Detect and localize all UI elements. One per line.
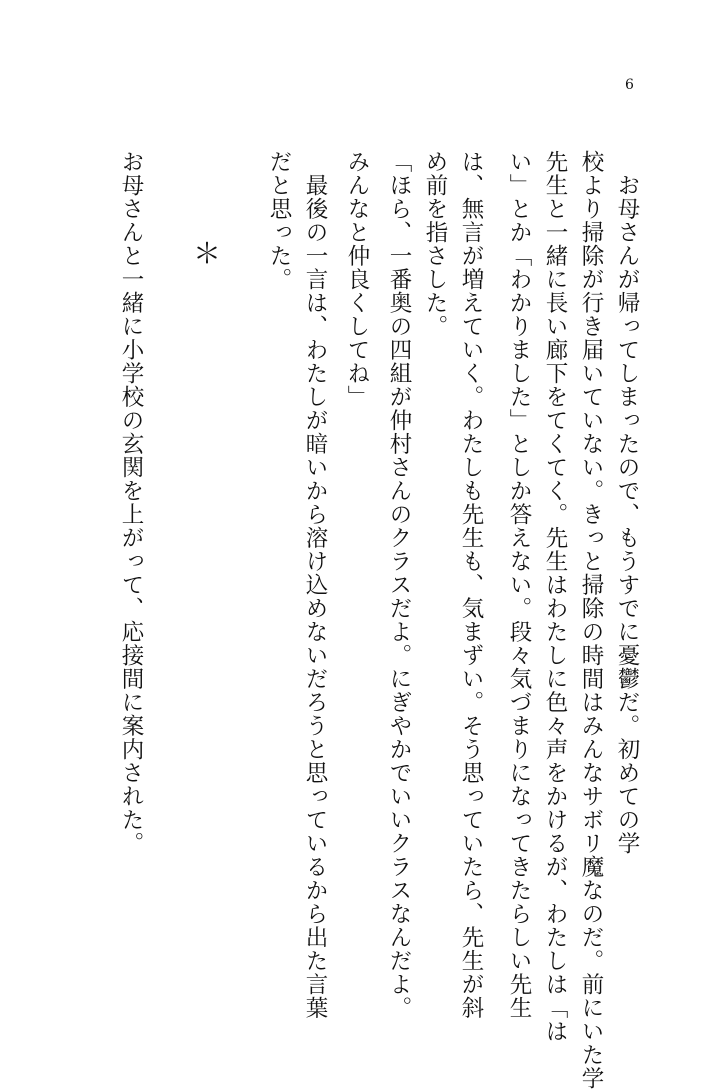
text-column-8: みんなと仲良くしてね」 <box>344 150 370 409</box>
text-column-11: お母さんと一緒に小学校の玄関を上がって、応接間に案内された。 <box>118 150 144 855</box>
text-column-3: 先生と一緒に長い廊下をてくてく。先生はわたしに色々声をかけるが、わたしは「は <box>542 150 568 1043</box>
scene-break-asterisk: ＊ <box>192 237 221 270</box>
text-column-5: は、無言が増えていく。わたしも先生も、気まずい。そう思っていたら、先生が斜 <box>458 150 484 1020</box>
text-column-7: 「ほら、一番奥の四組が仲村さんのクラスだよ。にぎやかでいいクラスなんだよ。 <box>386 150 412 1020</box>
text-column-1: お母さんが帰ってしまったので、もうすでに憂鬱だ。初めての学 <box>614 150 640 855</box>
text-column-6: め前を指さした。 <box>422 150 448 338</box>
text-column-2: 校より掃除が行き届いていない。きっと掃除の時間はみんなサボリ魔なのだ。前にいた学 <box>578 150 604 1090</box>
text-column-9: 最後の一言は、わたしが暗いから溶け込めないだろうと思っているから出た言葉 <box>302 150 328 1020</box>
text-column-10: だと思った。 <box>266 150 292 291</box>
text-column-4: い」とか「わかりました」としか答えない。段々気づまりになってきたらしい先生 <box>506 150 532 1020</box>
page-number: 6 <box>625 77 634 93</box>
